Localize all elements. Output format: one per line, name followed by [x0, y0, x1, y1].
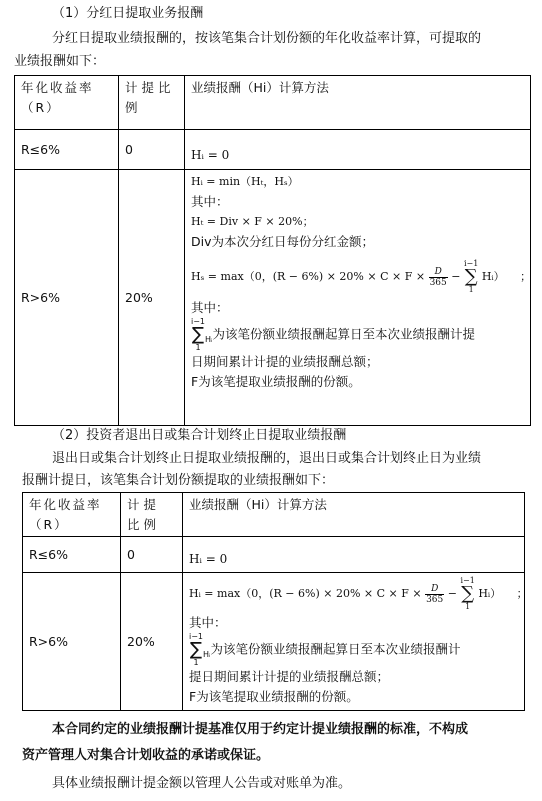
section1-table — [14, 75, 531, 426]
section2-intro-line2: 报酬计提日，该笔集合计划份额提取的业绩报酬如下： — [22, 473, 335, 488]
section2-intro-line1: 退出日或集合计划终止日提取业绩报酬的，退出日或集合计划终止日为业绩 — [52, 451, 482, 466]
header-ratio: 计提比例 — [121, 493, 183, 537]
notice-bold-line2: 资产管理人对集合计划收益的承诺或保证。 — [22, 748, 270, 763]
notice-last-line: 具体业绩报酬计提金额以管理人公告或对账单为准。 — [52, 776, 352, 791]
header-ratio: 计提比例 — [119, 76, 185, 130]
sigma-symbol: i−1 ∑ 1 — [460, 576, 475, 611]
section2-table — [22, 492, 528, 711]
label-where: 其中： — [191, 194, 229, 209]
table-header-row — [23, 493, 525, 537]
table-row — [23, 537, 525, 573]
table-row — [15, 130, 531, 170]
cell-ratio: 20% — [121, 573, 183, 711]
section1-intro-line2: 业绩报酬如下： — [14, 54, 106, 69]
cell-rate: R>6% — [15, 170, 119, 426]
section1-heading: （1）分红日提取业务报酬 — [52, 6, 204, 21]
cell-rate: R≤6% — [15, 130, 119, 170]
header-annual-return: 年化收益率（R） — [15, 76, 119, 130]
header-annual-return: 年化收益率（R） — [23, 493, 121, 537]
cell-formula — [183, 537, 525, 573]
desc-cumulative-line2: 日期间累计计提的业绩报酬总额； — [191, 354, 379, 369]
cell-ratio: 0 — [121, 537, 183, 573]
label-where: 其中： — [191, 300, 229, 315]
formula-hi-max: Hᵢ = max（0，(R − 6%) × 20% × C × F × $\frac{D}{365}$ − i−1 ∑ 1 Hᵢ） ； — [189, 576, 528, 611]
section1-intro-line1: 分红日提取业绩报酬的，按该笔集合计划份额的年化收益率计算，可提取的 — [52, 31, 482, 46]
formula-ht: Hₜ = Div × F × 20%； — [191, 215, 314, 228]
header-method: 业绩报酬（Hi）计算方法 — [185, 76, 531, 130]
notice-bold-line1: 本合同约定的业绩报酬计提基准仅用于约定计提业绩报酬的标准，不构成 — [52, 722, 469, 737]
cell-formula — [185, 130, 531, 170]
cell-rate: R>6% — [23, 573, 121, 711]
sigma-symbol: i−1 ∑ 1 — [191, 317, 206, 352]
section2-heading: （2）投资者退出日或集合计划终止日提取业绩报酬 — [52, 428, 347, 443]
desc-cumulative-line1: i−1 ∑ $1_{Hᵢ}$为该笔份额业绩报酬起算日至本次业绩报酬计 — [189, 632, 461, 667]
sigma-symbol: i−1 ∑ 1 — [463, 259, 479, 294]
formula-hi-min: Hᵢ = min（Hₜ，Hₛ） — [191, 175, 299, 188]
formula-hi-zero: Hᵢ = 0 — [189, 551, 228, 566]
sigma-symbol: i−1 ∑ 1 — [189, 632, 204, 667]
cell-ratio: 0 — [119, 130, 185, 170]
fraction-d-over-365: $\frac{D}{365}$ — [426, 583, 444, 605]
cell-ratio: 20% — [119, 170, 185, 426]
cell-rate: R≤6% — [23, 537, 121, 573]
desc-f: F为该笔提取业绩报酬的份额。 — [191, 374, 361, 389]
desc-cumulative-line2: 提日期间累计计提的业绩报酬总额； — [189, 669, 390, 684]
desc-f: F为该笔提取业绩报酬的份额。 — [189, 689, 359, 704]
cell-formula — [183, 573, 528, 711]
header-method: 业绩报酬（Hi）计算方法 — [183, 493, 525, 537]
fraction-d-over-365: $\frac{D}{365}$ — [429, 266, 447, 288]
desc-div: Div为本次分红日每份分红金额； — [191, 234, 374, 249]
table-header-row — [15, 76, 531, 130]
table-row — [23, 573, 525, 711]
table-row — [15, 170, 531, 426]
label-where: 其中： — [189, 615, 227, 630]
formula-hs: Hₛ = max（0，(R − 6%) × 20% × C × F × $\frac{D}{365}$ − i−1 ∑ 1 Hᵢ） ； — [191, 259, 532, 294]
desc-cumulative-line1: i−1 ∑ $1_{Hᵢ}$为该笔份额业绩报酬起算日至本次业绩报酬计提 — [191, 317, 475, 352]
cell-formula — [185, 170, 531, 426]
formula-hi-zero: Hᵢ = 0 — [191, 147, 230, 162]
